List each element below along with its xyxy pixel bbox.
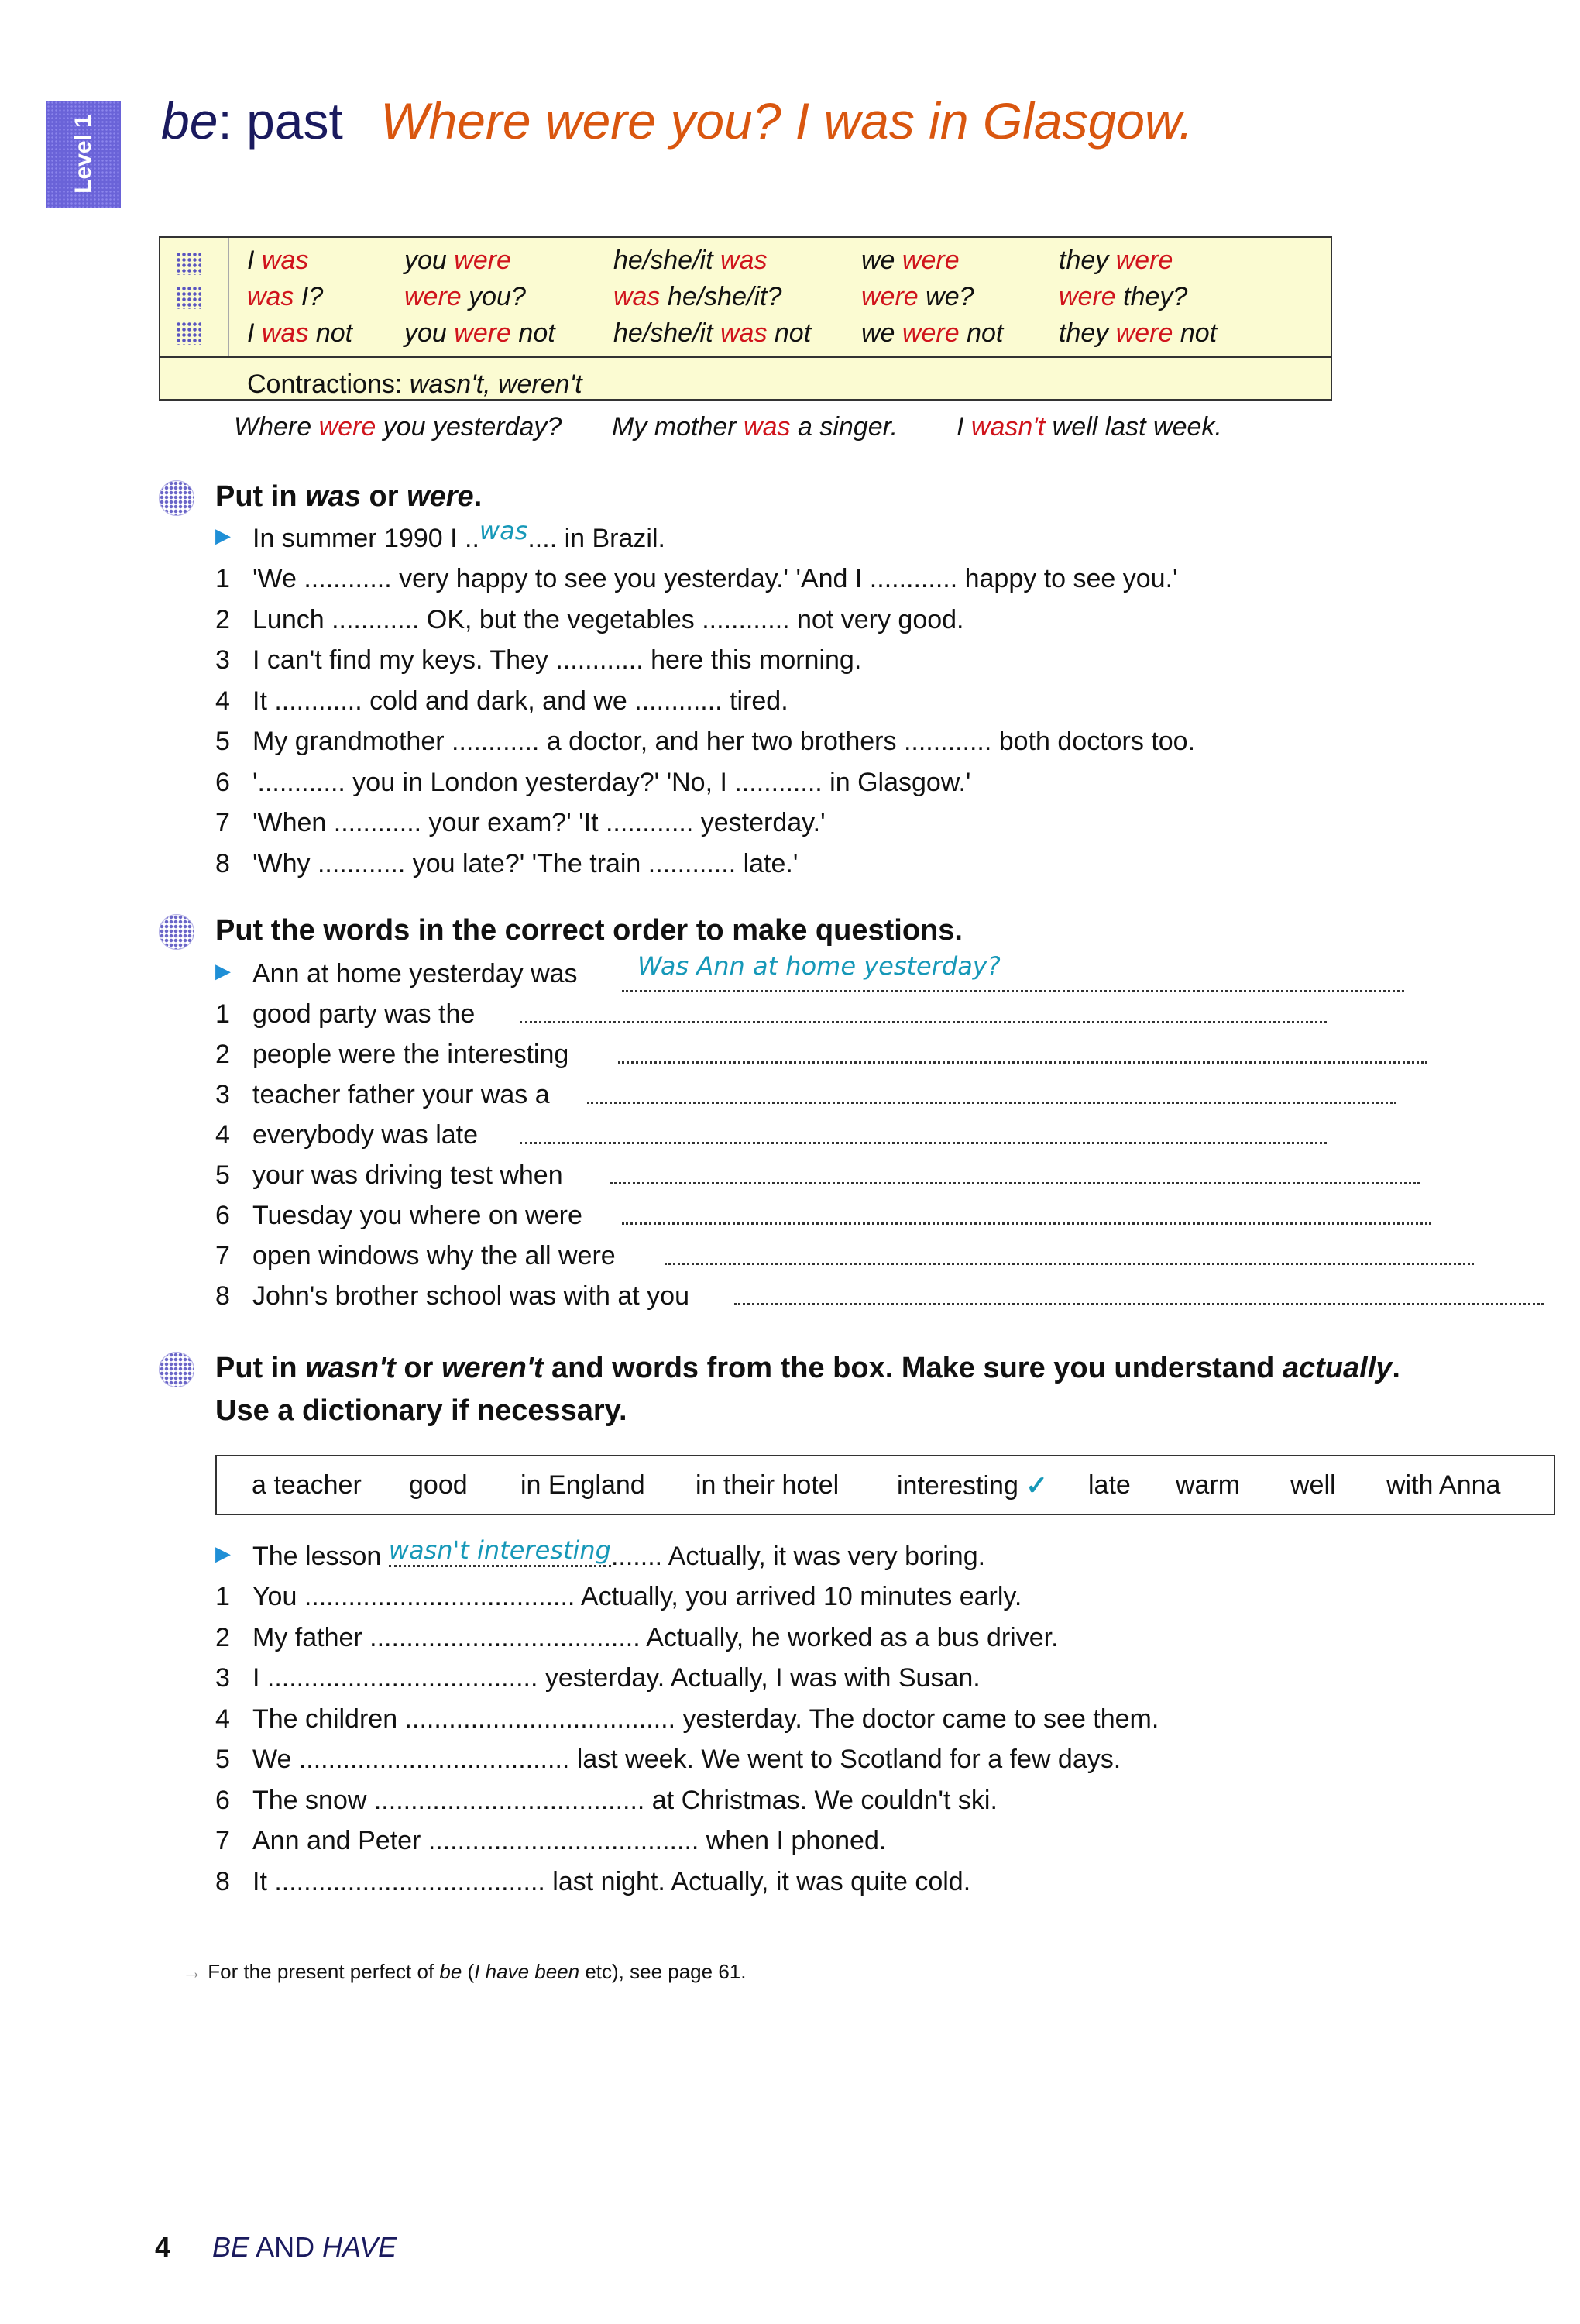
text-span: he/she/it <box>613 318 720 348</box>
text-span: were <box>407 480 474 513</box>
exercise-2-heading: Put the words in the correct order to make questions. <box>215 914 963 947</box>
negative-icon <box>176 321 201 345</box>
text-span: were <box>902 318 960 348</box>
item-number: 2 <box>215 604 230 634</box>
text-span: or <box>395 1352 441 1384</box>
item-number: 2 <box>215 1622 230 1652</box>
text-span: were <box>404 282 462 311</box>
text-span: I have been <box>474 1960 580 1983</box>
item-text: teacher father your was a <box>252 1080 550 1109</box>
item-number: 5 <box>215 1745 230 1774</box>
item-number: 8 <box>215 1281 230 1311</box>
text-span: well <box>1290 1470 1336 1500</box>
level-badge <box>46 101 121 208</box>
text-span: they? <box>1115 282 1188 311</box>
text-span: I <box>247 246 262 275</box>
box-word <box>1176 1470 1240 1501</box>
paradigm-cell <box>404 246 511 276</box>
text-span: was <box>305 480 361 513</box>
text-span: were <box>902 246 960 275</box>
table-divider <box>160 356 1331 358</box>
text-span: he/she/it? <box>660 282 782 311</box>
answer-line[interactable] <box>618 1061 1427 1064</box>
exercise-item <box>215 727 1563 761</box>
paradigm-cell <box>613 318 811 349</box>
text-span: not <box>510 318 555 348</box>
item-text: 'When ............ your exam?' 'It ............ yesterday.' <box>252 808 826 837</box>
answer-line[interactable] <box>587 1102 1396 1104</box>
contractions-label: Contractions: <box>247 370 410 399</box>
text-span: in England <box>520 1470 645 1500</box>
title-subtitle: Where were you? I was in Glasgow. <box>380 92 1194 150</box>
text-span: weren't <box>441 1352 544 1384</box>
level-badge-label: Level 1 <box>70 115 96 194</box>
title-be: be <box>161 92 218 150</box>
text-span: Where <box>234 412 319 442</box>
text-span: you? <box>461 282 526 311</box>
item-number: 4 <box>215 686 230 716</box>
item-number: 1 <box>215 999 230 1029</box>
text-span: I <box>957 412 971 442</box>
item-text: We ..................................... last week. We went to Scotland for a few days. <box>252 1745 1121 1774</box>
item-text: '............ you in London yesterday?' 'No, I ............ in Glasgow.' <box>252 767 971 797</box>
answer-line[interactable] <box>622 1222 1431 1225</box>
text-span: I? <box>294 282 324 311</box>
answer-line[interactable] <box>520 1142 1327 1144</box>
exercise-item <box>215 1040 1563 1074</box>
item-text: open windows why the all were <box>252 1241 616 1270</box>
text-span: The lesson <box>252 1542 389 1571</box>
exercise-item <box>215 1281 1563 1315</box>
exercise-item <box>215 808 1563 842</box>
answer-line[interactable] <box>520 1021 1327 1023</box>
text-span: AND <box>249 2231 323 2263</box>
item-number: 8 <box>215 1866 230 1896</box>
item-number: 7 <box>215 1826 230 1855</box>
text-span: not <box>767 318 812 348</box>
exercise-item <box>215 1704 1563 1738</box>
text-span: with Anna <box>1386 1470 1501 1500</box>
exercise-item <box>215 686 1563 720</box>
text-span: Put in <box>215 480 306 513</box>
item-number: 6 <box>215 1201 230 1230</box>
item-text: The children ..................................... yesterday. The doctor came to see them. <box>252 1703 1159 1734</box>
example-arrow-icon: ▶ <box>215 959 231 982</box>
text-span: was <box>720 318 768 348</box>
example-arrow-icon: ▶ <box>215 524 231 547</box>
text-span: a singer. <box>790 412 898 442</box>
box-word <box>409 1470 468 1501</box>
exercise-item <box>215 1745 1563 1779</box>
text-span: and words from the box. Make sure you understand <box>543 1352 1283 1384</box>
text-span: For the present perfect of <box>208 1960 440 1983</box>
text-span: was <box>261 246 309 275</box>
footnote-arrow-icon: → <box>182 1960 202 1983</box>
text-span: ( <box>462 1960 475 1983</box>
text-span: interesting <box>897 1471 1018 1501</box>
item-number: 1 <box>215 1582 230 1611</box>
contractions-row <box>247 370 582 400</box>
form-icons-column <box>160 238 229 358</box>
exercise-1-icon <box>159 480 194 516</box>
text-span: warm <box>1176 1470 1241 1500</box>
example-arrow-icon: ▶ <box>215 1542 231 1565</box>
paradigm-cell <box>247 246 308 276</box>
page-reference-link[interactable]: etc), see page 61. <box>579 1960 747 1983</box>
paradigm-cell <box>613 282 781 312</box>
answer-line[interactable] <box>610 1182 1420 1184</box>
box-word <box>897 1470 1048 1501</box>
footnote <box>182 1960 746 1984</box>
text-span: we <box>861 318 902 348</box>
paradigm-cell <box>247 282 323 312</box>
exercise-item <box>215 1663 1563 1697</box>
exercise-item <box>215 605 1563 639</box>
item-number: 6 <box>215 1785 230 1815</box>
example-sentence <box>612 412 898 442</box>
page-title <box>161 91 1193 150</box>
item-number: 4 <box>215 1120 230 1150</box>
paradigm-cell <box>861 282 974 312</box>
item-number: 5 <box>215 1160 230 1190</box>
text-span: a teacher <box>252 1470 362 1500</box>
text-span: were <box>318 412 376 442</box>
item-text: your was driving test when <box>252 1160 563 1190</box>
text-span: were <box>454 246 511 275</box>
text-span: well last week. <box>1045 412 1222 442</box>
box-word <box>696 1470 839 1501</box>
text-span: were <box>861 282 919 311</box>
item-text: You ..................................... Actually, you arrived 10 minutes early. <box>252 1582 1022 1611</box>
text-span: were <box>1059 282 1116 311</box>
handwritten-answer[interactable]: Was Ann at home yesterday? <box>637 951 1001 981</box>
box-word <box>520 1470 645 1501</box>
item-number: 5 <box>215 727 230 756</box>
text-span: was <box>261 318 309 348</box>
text-span: good <box>409 1470 468 1500</box>
text-span: were <box>1115 246 1173 275</box>
item-number: 6 <box>215 767 230 797</box>
text-span: was <box>744 412 791 442</box>
item-text: John's brother school was with at you <box>252 1281 690 1311</box>
question-icon <box>176 286 201 309</box>
text-span: he/she/it <box>613 246 720 275</box>
exercise-2-example <box>215 951 1532 993</box>
paradigm-cell <box>861 246 960 276</box>
item-number: 7 <box>215 808 230 837</box>
item-text: Tuesday you where on were <box>252 1201 582 1230</box>
item-number: 7 <box>215 1241 230 1270</box>
text-span: they <box>1059 246 1116 275</box>
box-word <box>1386 1470 1500 1501</box>
text-span: My mother <box>612 412 744 442</box>
item-number: 3 <box>215 645 230 675</box>
item-number: 1 <box>215 564 230 593</box>
item-text: I ..................................... yesterday. Actually, I was with Susan. <box>252 1663 981 1693</box>
text-span: BE <box>212 2231 250 2263</box>
text-span: you yesterday? <box>376 412 562 442</box>
box-word <box>252 1470 362 1501</box>
text-span: was <box>613 282 661 311</box>
exercise-item <box>215 1201 1563 1235</box>
answer-line[interactable] <box>734 1303 1544 1305</box>
exercise-item <box>215 564 1563 598</box>
item-text: Ann and Peter ..................................... when I phoned. <box>252 1826 887 1855</box>
answer-line[interactable] <box>665 1263 1474 1265</box>
text-span: wasn't <box>305 1352 396 1384</box>
exercise-item <box>215 1826 1563 1860</box>
item-text: It ..................................... last night. Actually, it was quite cold. <box>252 1866 971 1896</box>
exercise-3-example <box>215 1535 1532 1576</box>
paradigm-cell <box>613 246 767 276</box>
item-number: 2 <box>215 1040 230 1069</box>
paradigm-cell <box>1059 282 1187 312</box>
exercise-item <box>215 768 1563 802</box>
exercise-item <box>215 1582 1563 1616</box>
exercise-2-icon <box>159 914 194 950</box>
box-word <box>1290 1470 1336 1501</box>
text-span: not <box>959 318 1004 348</box>
text-span: . <box>1392 1352 1400 1384</box>
item-text: 'We ............ very happy to see you yesterday.' 'And I ............ happy to see you.' <box>252 564 1178 593</box>
exercise-item <box>215 849 1563 883</box>
item-text: I can't find my keys. They ............ here this morning. <box>252 645 862 675</box>
paradigm-cell <box>1059 246 1173 276</box>
item-number: 3 <box>215 1663 230 1693</box>
example-sentence <box>234 412 562 442</box>
paradigm-cell <box>404 318 555 349</box>
exercise-item <box>215 1241 1563 1275</box>
text-span: we <box>861 246 902 275</box>
item-number: 4 <box>215 1703 230 1734</box>
exercise-3-heading-line2: Use a dictionary if necessary. <box>215 1394 627 1427</box>
handwritten-answer[interactable]: wasn't interesting <box>389 1535 611 1567</box>
text-span: .... in Brazil. <box>527 524 665 553</box>
text-span: be <box>439 1960 462 1983</box>
text-span: ....... Actually, it was very boring. <box>610 1542 986 1571</box>
text-span: were <box>1115 318 1173 348</box>
text-span: was <box>720 246 768 275</box>
item-text: good party was the <box>252 999 476 1029</box>
text-span: late <box>1088 1470 1131 1500</box>
exercise-item <box>215 1080 1563 1114</box>
text-span: or <box>360 480 407 513</box>
title-rest: : past <box>218 92 343 150</box>
paradigm-cell <box>1059 318 1217 349</box>
item-text: The snow ..................................... at Christmas. We couldn't ski. <box>252 1785 998 1815</box>
text-span: were <box>454 318 511 348</box>
text-span: in their hotel <box>696 1470 840 1500</box>
text-span: was <box>247 282 294 311</box>
text-span: wasn't <box>970 412 1046 442</box>
item-text: My father ..................................... Actually, he worked as a bus driver. <box>252 1622 1059 1652</box>
exercise-item <box>215 645 1563 679</box>
page-footer <box>155 2231 397 2264</box>
paradigm-cell <box>247 318 352 349</box>
page-number: 4 <box>155 2231 171 2263</box>
exercise-item <box>215 1786 1563 1820</box>
item-text: 'Why ............ you late?' 'The train ............ late.' <box>252 848 799 878</box>
text-span: . <box>473 480 483 513</box>
text-span: Put in <box>215 1352 306 1384</box>
text-span: they <box>1059 318 1116 348</box>
exercise-item <box>215 1160 1563 1195</box>
text-span: you <box>404 246 455 275</box>
item-text: It ............ cold and dark, and we ............ tired. <box>252 686 788 716</box>
item-text: My grandmother ............ a doctor, and her two brothers ............ both doctors too. <box>252 727 1196 756</box>
paradigm-cell <box>861 318 1003 349</box>
text-span: you <box>404 318 455 348</box>
exercise-1-example <box>215 516 1532 558</box>
checkmark-icon: ✓ <box>1025 1471 1048 1501</box>
box-word <box>1088 1470 1131 1501</box>
contractions-value: wasn't, weren't <box>409 370 582 399</box>
text-span: not <box>308 318 353 348</box>
text-span: we? <box>918 282 974 311</box>
text-span: HAVE <box>322 2231 397 2263</box>
item-text: people were the interesting <box>252 1040 569 1069</box>
text-span: actually <box>1282 1352 1393 1384</box>
handwritten-answer[interactable]: was <box>479 516 528 545</box>
word-box <box>215 1455 1555 1515</box>
paradigm-cell <box>404 282 526 312</box>
exercise-item <box>215 1623 1563 1657</box>
exercise-1-heading <box>215 480 482 514</box>
exercise-3-heading <box>215 1352 1400 1385</box>
example-sentence <box>957 412 1222 442</box>
exercise-item <box>215 1120 1563 1154</box>
text-span: In summer 1990 I .. <box>252 524 479 553</box>
item-text: everybody was late <box>252 1120 479 1150</box>
text-span: not <box>1173 318 1218 348</box>
paradigm-table <box>159 236 1332 401</box>
item-text: Lunch ............ OK, but the vegetables ............ not very good. <box>252 604 964 634</box>
exercise-item <box>215 1867 1563 1901</box>
exercise-item <box>215 999 1563 1033</box>
section-title <box>212 2231 397 2263</box>
affirmative-icon <box>176 252 201 275</box>
text-span: I <box>247 318 262 348</box>
item-number: 3 <box>215 1080 230 1109</box>
text-span: Ann at home yesterday was <box>252 959 578 988</box>
exercise-3-icon <box>159 1352 194 1387</box>
item-number: 8 <box>215 848 230 878</box>
